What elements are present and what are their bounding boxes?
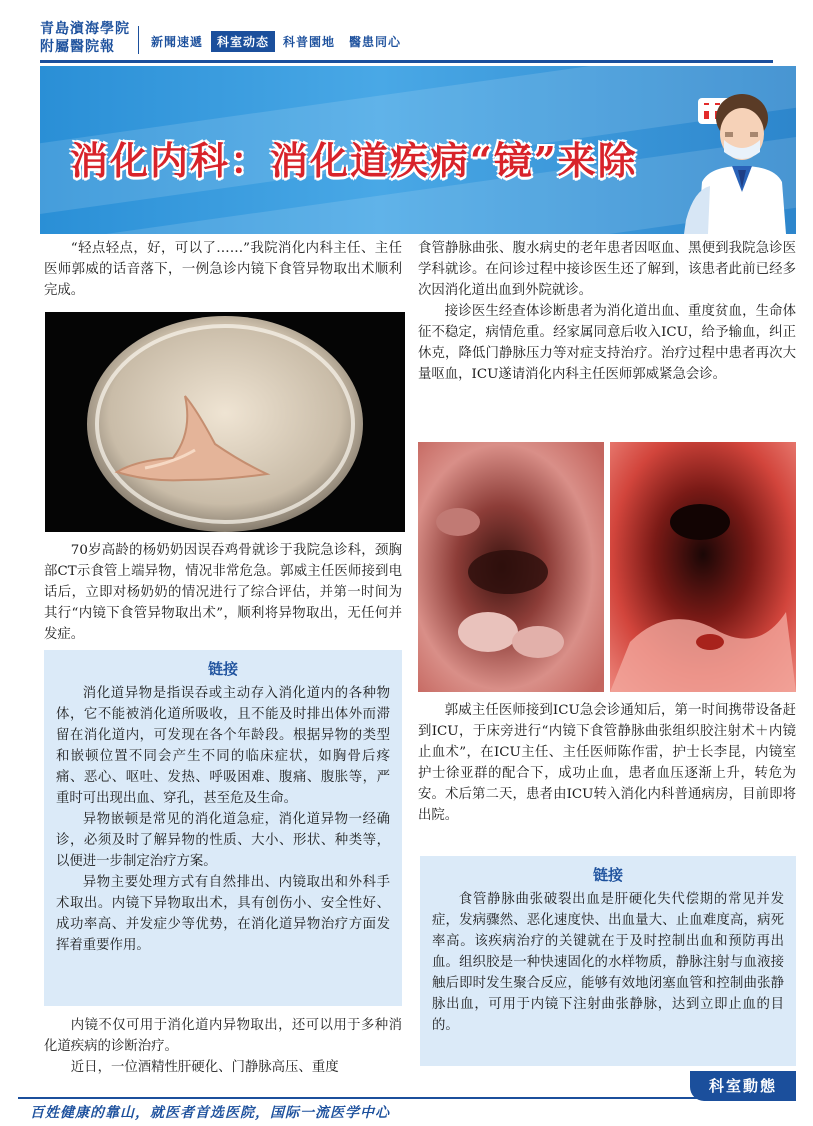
footer-slogan: 百姓健康的靠山，就医者首选医院，国际一流医学中心 (30, 1105, 390, 1121)
masthead (0, 0, 813, 66)
nav-department-news[interactable]: 科室动态 (211, 31, 275, 52)
right-paragraph-2: 接诊医生经查体诊断患者为消化道出血、重度贫血，生命体征不稳定，病情危重。经家属同意后收入ICU，给予输血，纠正休克，降低门静脉压力等对症支持治疗。治疗过程中患者再次大量呕血，ICU遂请消化内科主任医师郭威紧急会诊。 (418, 304, 796, 382)
brand-line-2: 附屬醫院報 (40, 39, 115, 55)
varices-link-box (420, 856, 796, 1066)
tail-paragraph-2: 近日，一位酒精性肝硬化、门静脉高压、重度 (70, 1060, 339, 1075)
right-top-text (418, 238, 796, 385)
link-paragraph-2: 异物嵌顿是常见的消化道急症，消化道异物一经确诊，必须及时了解异物的性质、大小、形状、种类等，以便进一步制定治疗方案。 (56, 812, 390, 869)
endoscope-foreign-body-photo (45, 312, 405, 532)
doctor-illustration (680, 70, 790, 234)
nav-science[interactable]: 科普園地 (283, 35, 336, 49)
footer-rule (18, 1097, 796, 1099)
header-rule (40, 60, 773, 63)
article-title: 消化内科：消化道疾病“镜”来除 (70, 138, 638, 183)
left-intro (44, 238, 402, 301)
endoscope-varices-photo-2 (610, 442, 796, 692)
tail-paragraph-1: 内镜不仅可用于消化道内异物取出，还可以用于多种消化道疾病的诊断治疗。 (44, 1018, 402, 1054)
endoscope-varices-photo-1 (418, 442, 604, 692)
right-paragraph-3: 郭威主任医师接到ICU急会诊通知后，第一时间携带设备赶到ICU，于床旁进行“内镜下食管静脉曲张组织胶注射术＋内镜止血术”，在ICU主任、主任医师陈作雷，护士长李昆，内镜室护士徐亚群的配合下，成功止血，患者血压逐渐上升，转危为安。术后第二天，患者由ICU转入消化内科普通病房，目前即将出院。 (418, 703, 796, 823)
title-banner (40, 66, 796, 234)
brand-line-1: 青島濱海學院 (40, 21, 130, 37)
brand-divider (138, 26, 139, 54)
left-tail (44, 1015, 402, 1078)
link-box-title-2: 链接 (592, 866, 623, 884)
link-box-title: 链接 (207, 660, 238, 678)
section-nav (145, 31, 407, 52)
foreign-body-link-box (44, 650, 402, 1006)
link-paragraph-1: 消化道异物是指误吞或主动存入消化道内的各种物体，它不能被消化道所吸收，且不能及时排出体外而滞留在消化道内，可发现在各个年龄段。根据异物的类型和嵌顿位置不同会产生不同的临床症状，如胸骨后疼痛、恶心、呕吐、发热、呼吸困难、腹痛、腹胀等，严重时可出现出血、穿孔，甚至危及生命。 (56, 686, 390, 806)
nav-news[interactable]: 新聞速遞 (151, 35, 204, 49)
section-tab-footer: 科室動態 (690, 1071, 796, 1101)
link-paragraph-3: 异物主要处理方式有自然排出、内镜取出和外科手术取出。内镜下异物取出术，具有创伤小、安全性好、成功率高、并发症少等优势，在消化道异物治疗方面发挥着重要作用。 (56, 875, 390, 953)
right-treatment-text (418, 700, 796, 826)
right-paragraph-1: 食管静脉曲张、腹水病史的老年患者因呕血、黑便到我院急诊医学科就诊。在问诊过程中接诊医生还了解到，该患者此前已经多次因消化道出血到外院就诊。 (418, 241, 796, 298)
nav-doctor-patient[interactable]: 醫患同心 (349, 35, 402, 49)
link-paragraph-4: 食管静脉曲张破裂出血是肝硬化失代偿期的常见并发症，发病骤然、恶化速度快、出血量大、止血难度高，病死率高。该疾病治疗的关键就在于及时控制出血和预防再出血。组织胶是一种快速固化的水样物质，静脉注射与血液接触后即时发生聚合反应，能够有效地闭塞血管和控制曲张静脉出血，可用于内镜下注射曲张静脉，达到立即止血的目的。 (432, 892, 784, 1033)
case-one-paragraph: 70岁高龄的杨奶奶因误吞鸡骨就诊于我院急诊科，颈胸部CT示食管上端异物，情况非常危急。郭威主任医师接到电话后，立即对杨奶奶的情况进行了综合评估，并第一时间为其行“内镜下食管异物取出术”，顺利将异物取出，无任何并发症。 (44, 543, 402, 642)
newspaper-brand (40, 20, 135, 56)
intro-paragraph: “轻点轻点，好，可以了……”我院消化内科主任、主任医师郭威的话音落下，一例急诊内镜下食管异物取出术顺利完成。 (44, 241, 402, 298)
left-case-one (44, 540, 402, 645)
